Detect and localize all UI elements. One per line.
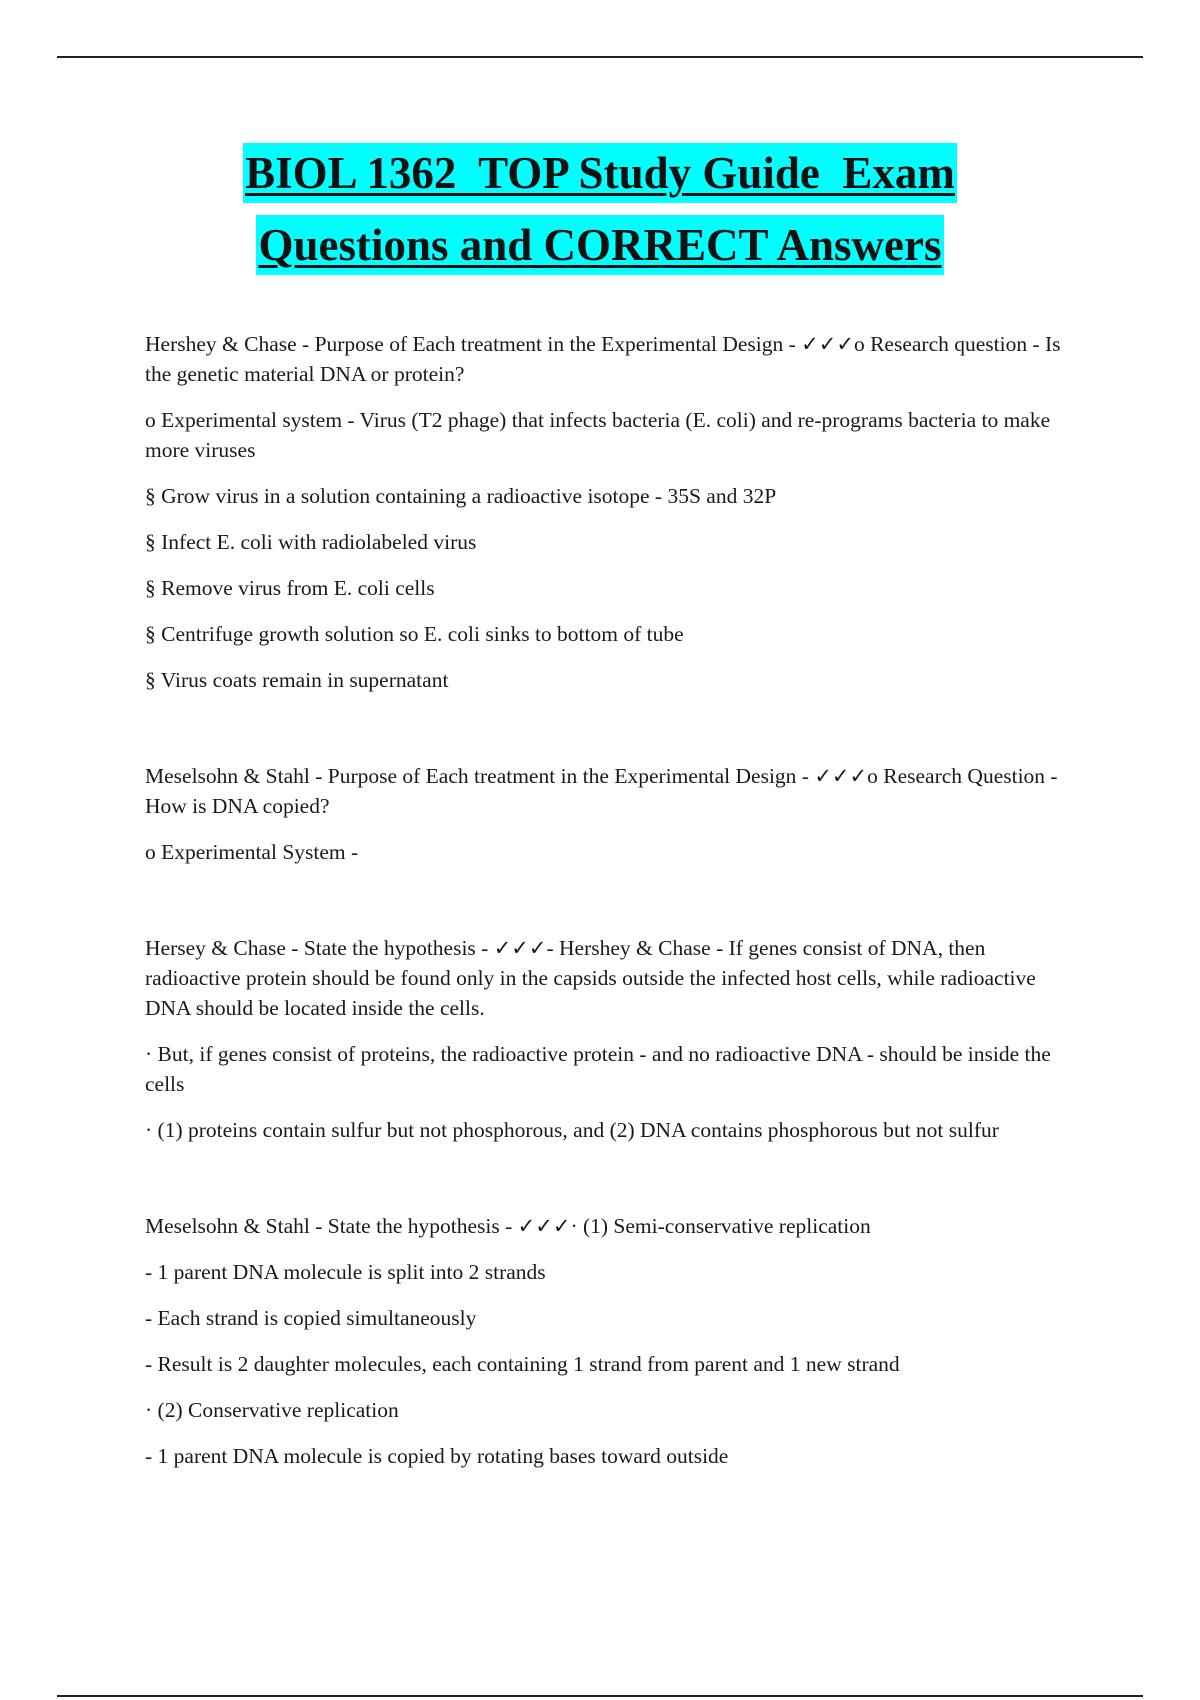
section-gap (145, 711, 1065, 761)
question-meselsohn-stahl-purpose: Meselsohn & Stahl - Purpose of Each treatment in the Experimental Design - ✓✓✓o Research Question - How is DNA copied? (145, 764, 1058, 818)
answer-line: · (1) proteins contain sulfur but not phosphorous, and (2) DNA contains phosphorous but not sulfur (145, 1118, 999, 1142)
answer-line: - 1 parent DNA molecule is copied by rotating bases toward outside (145, 1444, 729, 1468)
answer-line: - 1 parent DNA molecule is split into 2 strands (145, 1260, 546, 1284)
answer-line: § Centrifuge growth solution so E. coli sinks to bottom of tube (145, 622, 684, 646)
check-marks-icon: ✓✓✓ (801, 332, 854, 356)
answer-line: · But, if genes consist of proteins, the radioactive protein - and no radioactive DNA - should be inside the cells (145, 1042, 1051, 1096)
answer-line: § Infect E. coli with radiolabeled virus (145, 530, 477, 554)
answer-line: o Experimental system - Virus (T2 phage) that infects bacteria (E. coli) and re-programs bacteria to make more viruses (145, 408, 1051, 462)
section-gap (145, 883, 1065, 933)
check-marks-icon: ✓✓✓ (814, 764, 868, 788)
document-body (145, 329, 1065, 1487)
check-marks-icon: ✓✓✓ (517, 1214, 571, 1238)
question-hersey-chase-hypothesis: Hersey & Chase - State the hypothesis - ✓✓✓- Hershey & Chase - If genes consist of DNA, then radioactive protein should be found only in the capsids outside the infected host cells, while radioactive DNA should be located inside the cells. (145, 936, 1036, 1020)
answer-line: § Remove virus from E. coli cells (145, 576, 435, 600)
document-title (0, 143, 1200, 287)
bottom-rule (57, 1695, 1143, 1697)
answer-line: o Experimental System - (145, 840, 359, 864)
answer-line: § Virus coats remain in supernatant (145, 668, 449, 692)
answer-line: - Each strand is copied simultaneously (145, 1306, 477, 1330)
section-gap (145, 1161, 1065, 1211)
answer-line: - Result is 2 daughter molecules, each containing 1 strand from parent and 1 new strand (145, 1352, 900, 1376)
title-line-2: Questions and CORRECT Answers (256, 215, 943, 275)
question-meselsohn-stahl-hypothesis: Meselsohn & Stahl - State the hypothesis - ✓✓✓· (1) Semi-conservative replication (145, 1214, 871, 1238)
question-hershey-chase-purpose: Hershey & Chase - Purpose of Each treatment in the Experimental Design - ✓✓✓o Research question - Is the genetic material DNA or protein? (145, 332, 1061, 386)
answer-line: § Grow virus in a solution containing a radioactive isotope - 35S and 32P (145, 484, 777, 508)
top-rule (57, 56, 1143, 58)
answer-line: · (2) Conservative replication (145, 1398, 399, 1422)
check-marks-icon: ✓✓✓ (493, 936, 547, 960)
title-line-1: BIOL 1362 TOP Study Guide Exam (243, 143, 957, 203)
